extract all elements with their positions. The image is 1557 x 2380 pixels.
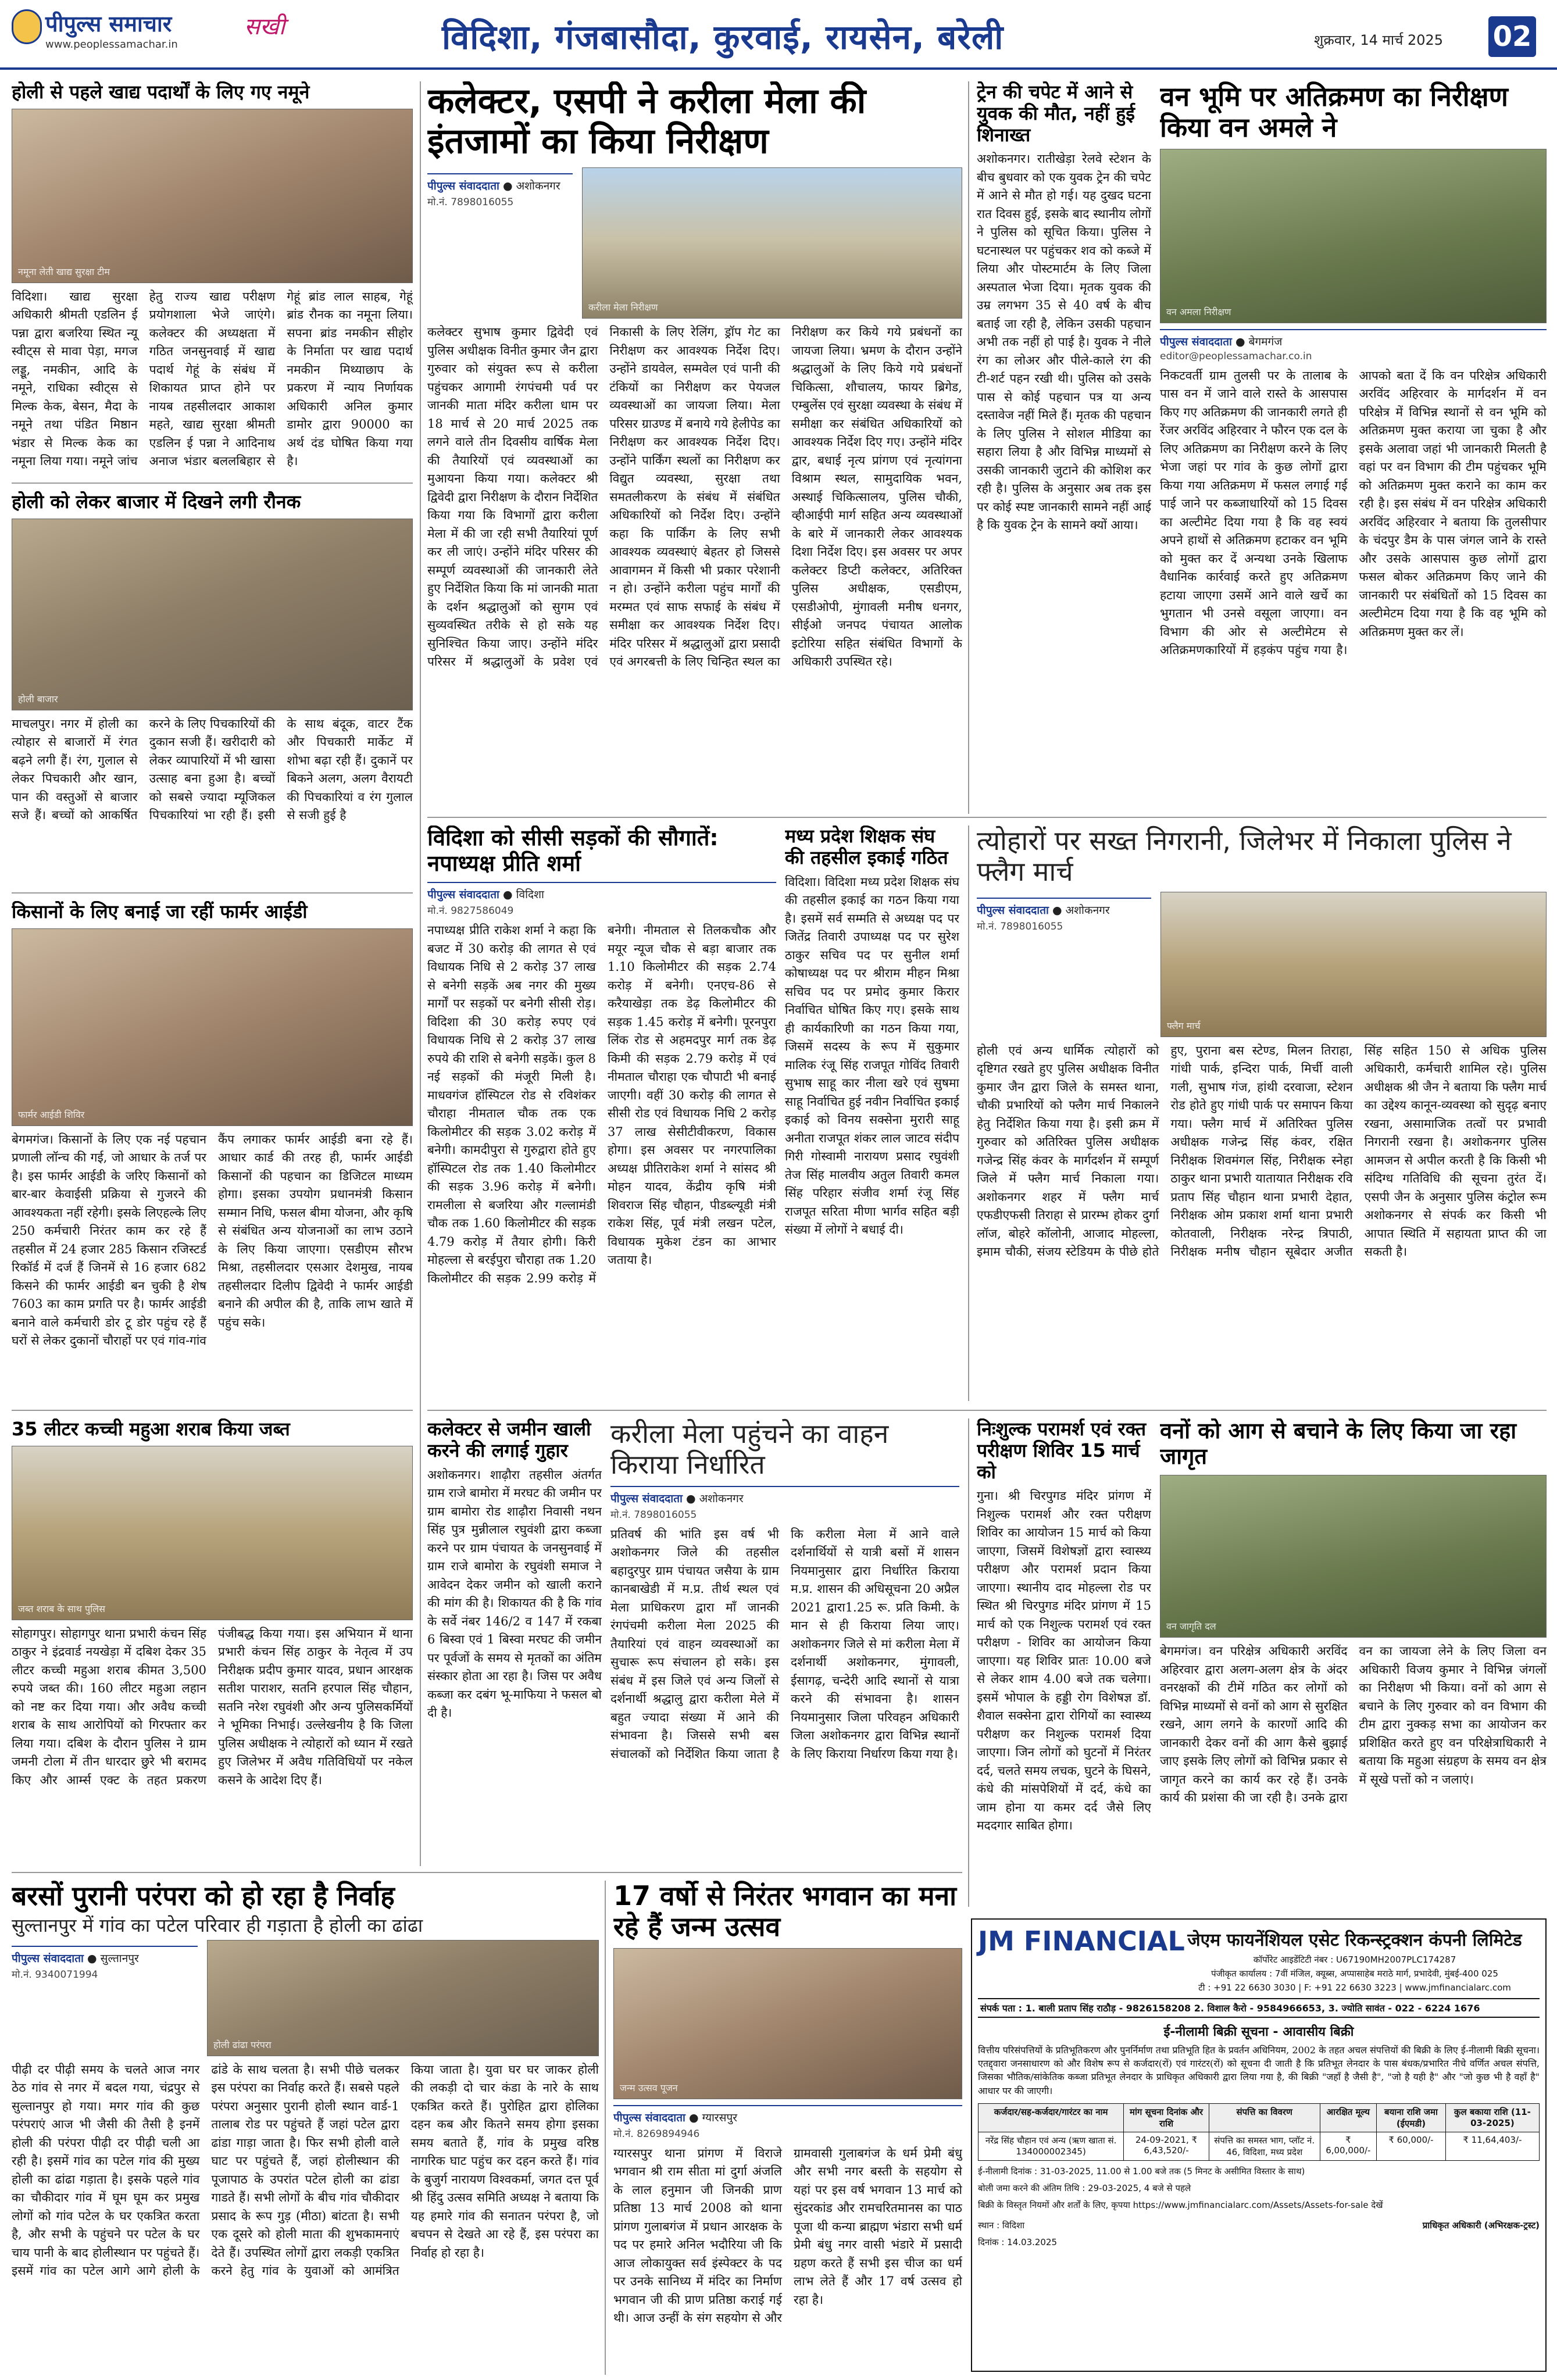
byline-org: पीपुल्स संवाददाता — [613, 2111, 685, 2124]
story-shikshak — [785, 826, 959, 1401]
story-body: बेगमगंज। किसानों के लिए एक नई पहचान प्रणाली लॉन्च की गई, जो आधार के तर्ज पर है। इस फार्मर आईडी के जरिए किसानों को बार-बार केवाईसी प्रक्रिया से गुजरने की आवश्यकता नहीं रहेगी। इसके लिएहल्के लिए 250 कर्मचारी निरंतर काम कर रहे हैं तहसील में 24 हजार 285 किसान रजिस्टर्ड रिकॉर्ड में दर्ज हैं जिनमें से 16 हजार 682 किसने की फार्मर आईडी बन चुकी है शेष 7603 का काम प्रगति पर है। फार्मर आईडी बनाने वाले कर्मचारी डोर टू डोर पहुंच रहे हैं घरों से लेकर दुकानों चौराहों पर एवं गांव-गांव कैंप लगाकर फार्मर आईडी बना रहे हैं। आधार कार्ड की तरह ही, फार्मर आईडी किसानों की पहचान का डिजिटल माध्यम होगा। इसका उपयोग प्रधानमंत्री किसान सम्मान निधि, फसल बीमा योजना, और कृषि से संबंधित अन्य योजनाओं का लाभ उठाने के लिए किया जाएगा। एसडीएम सौरभ मिश्रा, तहसीलदार एसआर देशमुख, नायब तहसीलदार दिलीप द्विवेदी ने फार्मर आईडी बनाने की अपील की है, ताकि लाभ खाते में पहुंच सके। — [12, 1132, 413, 1348]
story-vahan — [610, 1418, 959, 1866]
subheadline: सुल्तानपुर में गांव का पटेल परिवार ही गड़ाता है होली का ढांढा — [12, 1914, 423, 1936]
photo-khadya — [12, 109, 413, 283]
photo-van — [1160, 149, 1547, 323]
ad-signatory: प्राधिकृत अधिकारी (अभिरक्षक-ट्रस्ट) — [1422, 2220, 1540, 2231]
story-body: निकटवर्ती ग्राम तुलसी पर के तालाब के पास वन में जाने वाले रास्ते के आसपास किए गए अतिक्रमण की जानकारी लगते ही रेंजर अरविंद अहिरवार ने फौरन एक दल के लिए अतिक्रमण का निरीक्षण करने के लिए भेजा जहां पर गांव के कुछ लोगों द्वारा किया गया अतिक्रमण में फसल लगाई गई पाई जाने पर कब्जाधारियों को 15 दिवस का अल्टीमेट दिया गया है कि वह स्वयं अपने हाथों से अतिक्रमण हटाकर वन भूमि को मुक्त कर दें अन्यथा उनके खिलाफ वैधानिक कार्रवाई करते हुए अतिक्रमण हटाया जाएगा उसमें आने वाले खर्चे का भुगतान भी उनसे वसूला जाएगा। वन विभाग की ओर से अल्टीमेटम से अतिक्रमणकारियों में हड़कंप पहुंच गया है। आपको बता दें कि वन परिक्षेत्र अधिकारी अरविंद अहिरवार के मार्गदर्शन में वन परिक्षेत्र में विभिन्न स्थानों से वन भूमि को अतिक्रमण मुक्त कराया जा चुका है और इसके अलावा जहां भी जानकारी मिलती है वहां पर वन विभाग की टीम पहुंचकर भूमि को अतिक्रमण मुक्त कराने का काम कर रही है। इस संबंध में वन परिक्षेत्र अधिकारी अरविंद अहिरवार ने बताया कि तुलसीपार के चंदपुर डैम के पास जंगल जाने के रास्ते और उसके आसपास कुछ लोगों द्वारा फसल बोकर अतिक्रमण किए जाने की जानकारी पर संबंधितों को 15 दिवस का अल्टीमेटम दिया गया है कि वह भूमि को अतिक्रमण मुक्त कर लें। — [1160, 368, 1547, 657]
photo-caption: फार्मर आईडी शिविर — [18, 1109, 85, 1120]
ad-office: पंजीकृत कार्यालय : 7वीं मंजिल, क्यूब्स, अप्पासाहेब मराठे मार्ग, प्रभादेवी, मुंबई-400 025 — [1211, 1968, 1498, 1979]
story-parampara — [12, 1881, 599, 2375]
byline-org: पीपुल्स संवाददाता — [977, 903, 1049, 917]
story-shivir — [977, 1418, 1151, 1907]
byline-place: ग्यारसपुर — [702, 2111, 738, 2124]
ad-table-header-cell: कर्जदार/सह-कर्जदार/गारंटर का नाम — [979, 2103, 1124, 2132]
mobile-number: मो.नं. 9827586049 — [427, 905, 514, 917]
story-body: विदिशा। खाद्य सुरक्षा अधिकारी श्रीमती एडलिन ई पन्ना द्वारा बजरिया स्थित न्यू स्वीट्स से मावा पेड़ा, मगज लड्डू, नमकीन, आदि के नमूने, राधिका स्वीट्स से मिल्क केक, बेसन, मैदा के नमूने तथा पंडित मिष्ठान भंडार से मिल्क केक का नमूना लिया गया। नमूने जांच हेतु राज्य खाद्य परीक्षण प्रयोगशाला भेजे जाएंगे। कलेक्टर की अध्यक्षता में गठित जनसुनवाई में खाद्य पदार्थ गेहूं के संबंध में शिकायत प्राप्त होने पर नायब तहसीलदार आकाश महते, खाद्य सुरक्षा श्रीमती एडलिन ई पन्ना ने आदिनाथ अनाज भंडार बललबिहार से गेहूं ब्रांड लाल साहब, गेहूं ब्रांड रौनक का नमूना लिया। सपना ब्रांड नमकीन सीहोर के निर्माता पर खाद्य पदार्थ नमकीन मिथ्याछाप के प्रकरण में न्याय निर्णायक अधिकारी अनिल कुमार डामोर द्वारा 90000 का अर्थ दंड घोषित किया गया है। — [12, 289, 413, 469]
headline: कलेक्टर से जमीन खाली करने की लगाई गुहार — [427, 1418, 591, 1461]
column-divider — [968, 826, 969, 1401]
headline: वनों को आग से बचाने के लिए किया जा रहा जागृत — [1160, 1418, 1517, 1469]
byline-org: पीपुल्स संवाददाता — [427, 180, 499, 192]
story-body: पीढ़ी दर पीढ़ी समय के चलते आज नगर ठेठ गांव से नगर में बदल गया, चंद्रपुर से सुल्तानपुर हो गया। मगर गांव की कुछ परंपराएं आज भी जैसी की तैसी है इनमें होली की परंपरा पीढ़ी दर पीढ़ी चली आ रही है। इसमें गांव का पटेल गांव की मुख्य होली का ढांढा गड़ाता है। इसके पहले गांव का चौकीदार गांव में घूम घूम कर प्रमुख लोगों को गांव पटेल के घर एकत्रित करता है, और सभी के पहुंचने पर पटेल के घर चाय पानी के बाद होलीस्थान पर पहुंचते हैं। इसमें गांव का पटेल आगे आगे होली के ढांडे के साथ चलता है। सभी पीछे चलकर इस परंपरा का निर्वाह करते हैं। सबसे पहले परंपरा अनुसार पुरानी होली स्थान वार्ड-1 तालाब रोड पर पहुंचते हैं जहां पटेल द्वारा ढांडा गाड़ा जाता है। फिर सभी होली वाले घाट पर पहुंचते हैं, जहां होलीस्थान की पूजापाठ के उपरांत पटेल होली का ढांडा गाडते हैं। सभी लोगों के बीच गांव चौकीदार प्रसाद के रूप गुड़ (मीठा) बांटता है। सभी एक दूसरे को होली माता की शुभकामनाएं देते हैं। उपस्थित लोगों द्वारा लकड़ी एकत्रित करने हेतु गांव के युवाओं को आमंत्रित किया जाता है। युवा घर घर जाकर होली की लकड़ी दो चार कंडा के नारे के साथ एकत्रित करते हैं। पुरोहित द्वारा होलिका दहन कब और कितने समय होगा इसका समय बताते हैं, गांव के प्रमुख वरिष्ठ नागरिक घाट पहुंच कर दहन करते हैं। गांव के बुजुर्ग नारायण विश्वकर्मा, जगत दत्त पूर्व श्री हिंदु उत्सव समिति अध्यक्ष ने बताया कि यह हमारे गांव की सनातन परंपरा है, जो बचपन से देखते आ रहे हैं, इस परंपरा का निर्वाह हो रहा है। — [12, 2062, 599, 2278]
story-body: होली एवं अन्य धार्मिक त्योहारों को दृष्टिगत रखते हुए पुलिस अधीक्षक विनीत कुमार जैन द्वारा जिले के समस्त थाना, चौकी प्रभारियों को फ्लैग मार्च निकालने हेतु निर्देशित किया गया है। इसी क्रम में गुरुवार को अतिरिक्त पुलिस अधीक्षक गजेन्द्र सिंह कंवर के मार्गदर्शन में सम्पूर्ण जिले में फ्लैग मार्च निकाला गया। अशोकनगर शहर में फ्लैग मार्च एफडीएफसी तिराहा से प्रारम्भ होकर दुर्गा लॉज, बोहरे कॉलोनी, आजाद मोहल्ला, इमाम चौकी, संजय स्टेडियम के पीछे होते हुए, पुराना बस स्टेण्ड, मिलन तिराहा, गांधी पार्क, इन्दिरा पार्क, मिर्ची वाली गली, सुभाष गंज, हांथी दरवाजा, स्टेशन रोड होते हुए गांधी पार्क पर समापन किया गया। फ्लैग मार्च में अतिरिक्त पुलिस अधीक्षक गजेन्द्र सिंह कंवर, रक्षित निरीक्षक शिवमंगल सिंह, निरीक्षक स्नेहा ठाकुर थाना प्रभारी यातायात निरीक्षक रवि प्रताप सिंह चौहान थाना प्रभारी देहात, निरीक्षक ओम प्रकाश शर्मा थाना प्रभारी कोतवाली, निरीक्षक नरेन्द्र त्रिपाठी, निरीक्षक मनीष चौहान सूबेदार अजीत सिंह सहित 150 से अधिक पुलिस अधिकारी, कर्मचारी शामिल रहे। पुलिस अधीक्षक श्री जैन ने बताया कि फ्लैग मार्च का उद्देश्य कानून-व्यवस्था को सुदृढ़ बनाए रखना, असामाजिक तत्वों पर प्रभावी निगरानी रखना है। अशोकनगर पुलिस आमजन से अपील करती है कि किसी भी संदिग्ध गतिविधि की सूचना तुरंत दें। एसपी जैन के अनुसार पुलिस कंट्रोल रूम अशोकनगर से संपर्क कर किसी भी आपात स्थिति में सहायता प्राप्त की जा सकती है। — [977, 1043, 1547, 1259]
website-url: www.peoplessamachar.in — [45, 38, 178, 51]
ad-table-header — [979, 2103, 1540, 2132]
mobile-number: मो.नं. 7898016055 — [977, 920, 1063, 932]
ad-table-cell: नरेंद्र सिंह चौहान एवं अन्य (ऋण खाता सं. 134000002345) — [979, 2132, 1124, 2160]
ad-table-cell: ₹ 6,00,000/- — [1320, 2132, 1377, 2160]
story-body: ग्यारसपुर थाना प्रांगण में विराजे भगवान श्री राम सीता मां दुर्गा अंजलि के लाल हनुमान जी जिनकी प्राण प्रतिष्ठा 13 मार्च 2008 को थाना प्रांगण गुलाबगंज में प्रधान आरक्षक के पद पर हमारे अनिल भदौरिया जी कि आज लोकायुक्त सर्व इंस्पेक्टर के पद पर उनके सानिध्य में मंदिर का निर्माण भगवान जी की प्राण प्रतिष्ठा कराई गई थी। आज उन्हीं के संग सहयोग से और ग्रामवासी गुलाबगंज के धर्म प्रेमी बंधु और सभी नगर बस्ती के सहयोग से यहां पर इस वर्ष भगवान 13 मार्च को सुंदरकांड और रामचरितमानस का पाठ पूजा थी कन्या ब्राह्मण भंडारा सभी धर्म प्रेमी बंधु नगर वासी भंडारे में प्रसादी ग्रहण करते हैं सभी इस चीज का धर्म लाभ लेते हैं और 17 वर्ष उत्सव हो रहा है। — [613, 2146, 962, 2325]
photo-aag — [1160, 1475, 1547, 1638]
photo-collector — [582, 167, 962, 319]
byline-place: सुल्तानपुर — [100, 1952, 139, 1965]
byline: पीपुल्स संवाददाता ● बेगमगंज — [1160, 329, 1547, 349]
headline: बरसों पुरानी परंपरा को हो रहा है निर्वाह — [12, 1881, 395, 1911]
byline: पीपुल्स संवाददाता ● अशोकनगर — [977, 898, 1151, 917]
story-body: माचलपुर। नगर में होली का त्योहार से बाजारों में रंगत बढ़ने लगी हैं। रंग, गुलाल से लेकर पिचकारी और खान, पान की वस्तुओं से बाजार सजे हैं। बच्चों को आकर्षित करने के लिए पिचकारियों की दुकान सजी हैं। खरीदारी को लेकर व्यापारियों में भी खासा उत्साह बना हुआ है। बच्चों को सबसे ज्यादा म्यूजिकल पिचकारियां भा रही हैं। इसी के साथ बंदूक, वाटर टैंक और पिचकारी मार्केट में शोभा बढ़ा रही हैं। दुकानें पर बिकने अलग, अलग वैरायटी की पिचकारियां व रंग गुलाल से सजी हुई है — [12, 716, 413, 823]
supplement-name: सखी — [244, 13, 285, 40]
ad-date: दिनांक : 14.03.2025 — [978, 2236, 1058, 2247]
photo-mahua — [12, 1446, 413, 1620]
headline: त्योहारों पर सख्त निगरानी, जिलेभर में निकाला पुलिस ने फ्लैग मार्च — [977, 826, 1512, 887]
story-train — [977, 81, 1151, 814]
photo-bhagwan — [613, 1948, 962, 2099]
story-collector — [427, 81, 962, 808]
byline-place: अशोकनगर — [516, 180, 560, 192]
photo-caption: करीला मेला निरीक्षण — [588, 302, 658, 313]
mobile-number: मो.नं. 7898016055 — [610, 1509, 697, 1521]
photo-parampara — [207, 1940, 599, 2056]
byline-place: विदिशा — [516, 888, 544, 902]
ad-table-header-cell: संपत्ति का विवरण — [1209, 2103, 1320, 2132]
table-row — [979, 2132, 1540, 2160]
headline: किसानों के लिए बनाई जा रहीं फार्मर आईडी — [12, 901, 308, 923]
ad-table-header-cell: मांग सूचना दिनांक और राशि — [1124, 2103, 1209, 2132]
section-title: विदिशा, गंजबासौदा, कुरवाई, रायसेन, बरेली — [442, 17, 1004, 57]
masthead — [0, 0, 1557, 70]
byline: पीपुल्स संवाददाता ● ग्यारसपुर — [613, 2105, 962, 2125]
story-van — [1160, 81, 1547, 814]
ad-table — [978, 2103, 1540, 2161]
headline: 17 वर्षो से निरंतर भगवान का मना रहे हैं जन्म उत्सव — [613, 1881, 957, 1942]
photo-caption: फ्लैग मार्च — [1167, 1020, 1201, 1031]
photo-caption: वन अमला निरीक्षण — [1166, 306, 1231, 317]
ad-table-cell: संपत्ति का समस्त भाग, प्लॉट नं. 46, विदिशा, मध्य प्रदेश — [1209, 2132, 1320, 2160]
ad-table-header-cell: आरक्षित मूल्य — [1320, 2103, 1377, 2132]
story-body: प्रतिवर्ष की भांति इस वर्ष भी अशोकनगर जिले की तहसील बहादुरपुर ग्राम पंचायत जसैया के ग्राम कानबाखेडी में म.प्र. तीर्थ स्थल एवं मेला प्राधिकरण द्वारा माँ जानकी रंगपंचमी करीला मेला 2025 की तैयारियां एवं वाहन व्यवस्थाओं का सुचारू रूप संचालन हो सके। इस संबंध में इस जिले एवं अन्य जिलों से दर्शनार्थी श्रद्धालु द्वारा करीला मेले में बहुत ज्यादा संख्या में आने की संभावना है। जिससे सभी बस संचालकों को निर्देशित किया जाता है कि करीला मेला में आने वाले दर्शनार्थियों से यात्री बसों में शासन नियमानुसार द्वारा निर्धारित किराया म.प्र. शासन की अधिसूचना 20 अप्रैल 2021 द्वारा1.25 रू. प्रति किमी. के मान से ही किराया लिया जाए। अशोकनगर जिले से मां करीला मेला में दर्शनार्थी अशोकनगर, मुंगावली, ईसागढ़, चन्देरी आदि स्थानों से यात्रा करने की संभावना है। शासन नियमानुसार जिला परिवहन अधिकारी जिला अशोकनगर द्वारा विभिन्न स्थानों के लिए किराया निर्धारण किया गया है। — [610, 1527, 959, 1761]
story-body: कलेक्टर सुभाष कुमार द्विवेदी एवं पुलिस अधीक्षक विनीत कुमार जैन द्वारा गुरुवार को संयुक्त रूप से करीला पहुंचकर आगामी रंगपंचमी पर्व पर जानकी माता मंदिर करीला धाम पर 18 मार्च से 20 मार्च 2025 तक लगने वाले तीन दिवसीय वार्षिक मेला की तैयारियों एवं व्यवस्थाओं का मुआयना किया गया। कलेक्टर श्री द्विवेदी द्वारा निरीक्षण के दौरान निर्देशित किया गया कि विभागों द्वारा करीला मेला में की जा रही सभी तैयारियां पूर्ण कर ली जाएं। उन्होंने मंदिर परिसर की सम्पूर्ण व्यवस्थाओं की जानकारी लेते हुए निर्देशित किया कि मां जानकी माता के दर्शन श्रद्धालुओं को सुगम एवं सुव्यवस्थित तरीके से हो सके यह सुनिश्चित किया जाए। उन्होंने मंदिर परिसर में श्रद्धालुओं के प्रवेश एवं निकासी के लिए रेलिंग, ड्रॉप गेट का निरीक्षण कर आवश्यक निर्देश दिए। उन्होंने डायवेल, सम्मवेल एवं पानी की टंकियों का निरीक्षण कर पेयजल व्यवस्थाओं का जायजा लिया। मेला परिसर ग्राउण्ड में बनाये गये हेलीपेड का निरीक्षण कर आवश्यक निर्देश दिए। उन्होंने पार्किंग स्थलों का निरीक्षण कर विद्युत व्यवस्था, सुरक्षा तथा समतलीकरण के संबंध में संबंधित अधिकारियों को निर्देश दिए। उन्होंने कहा कि पार्किंग के लिए सभी आवश्यक व्यवस्थाएं बेहतर हो जिससे आवागमन में किसी भी प्रकार परेशानी न हो। उन्होंने करीला पहुंच मार्गों की मरम्मत एवं साफ सफाई के संबंध में समीक्षा कर आवश्यक निर्देश दिए। मंदिर परिसर में श्रद्धालुओं द्वारा प्रसादी एवं अगरबत्ती के लिए चिन्हित स्थल का निरीक्षण कर किये गये प्रबंधनों का जायजा लिया। भ्रमण के दौरान उन्होंने श्रद्धालुओं के लिए किये गये प्रबंधनों चिकित्सा, शौचालय, फायर ब्रिगेड, एम्बुलेंस एवं सुरक्षा व्यवस्था के संबंध में समीक्षा कर संबंधित अधिकारियों को आवश्यक निर्देश दिए गए। उन्होंने मंदिर द्वार, बधाई नृत्य प्रांगण एवं नृत्यांगना विश्राम स्थल, सामुदायिक भवन, अस्थाई चिकित्सालय, पुलिस चौकी, व्हीआईपी मार्ग सहित अन्य व्यवस्थाओं के बारे में जानकारी लेकर आवश्यक दिशा निर्देश दिए। इस अवसर पर अपर कलेक्टर डिप्टी कलेक्टर, अतिरिक्त पुलिस अधीक्षक, एसडीएम, एसडीओपी, मुंगावली मनीष धनगर, सीईओ जनपद पंचायत आलोक इटोरिया सहित संबंधित विभागों के अधिकारी उपस्थित रहे। — [427, 325, 962, 669]
mobile-number: मो.नं. 8269894946 — [613, 2128, 700, 2140]
column-divider — [968, 81, 969, 814]
ad-notice: वित्तीय परिसंपत्तियों के प्रतिभूतिकरण और पुनर्निर्माण तथा प्रतिभूति हित के प्रवर्तन अधिनियम, 2002 के तहत अचल संपत्तियों की बिक्री के लिए ई-नीलामी बिक्री सूचना। एतद्द्वारा जनसाधारण को और विशेष रूप से कर्जदार(रों) एवं गारंटर(रों) को सूचना दी जाती है कि प्रतिभूत लेनदार के पास बंधक/प्रभारित नीचे वर्णित अचल संपत्ति, जिसका भौतिक/सांकेतिक कब्जा प्रतिभूत लेनदार के प्राधिकृत अधिकारी द्वारा लिया गया है, की बिक्री "जहाँ है जैसी है", "जो है यही है" और "जो कुछ भी है वहाँ है" आधार पर की जाएगी। — [978, 2045, 1540, 2096]
headline: निःशुल्क परामर्श एवं रक्त परीक्षण शिविर 15 मार्च को — [977, 1418, 1147, 1483]
ad-terms-link[interactable]: बिक्री के विस्तृत नियमों और शर्तों के लिए, कृपया https://www.jmfinancialarc.com/Assets/Assets-for-sale देखें — [978, 2199, 1383, 2210]
story-body: सोहागपुर। सोहागपुर थाना प्रभारी कंचन सिंह ठाकुर ने इंद्रवार्ड नयखेड़ा में दबिश देकर 35 लीटर कच्ची महुआ शराब कीमत 3,500 रुपये जब्त की। 160 लीटर महुआ लहान को नष्ट कर दिया गया। और अवैध कच्ची शराब के साथ आरोपियों को गिरफ्तार कर लिया गया। दबिश के दौरान पुलिस ने ग्राम जमनी टोला में तीन धारदार छुरे भी बरामद किए और आर्म्स एक्ट के तहत प्रकरण पंजीबद्ध किया गया। इस अभियान में थाना प्रभारी कंचन सिंह ठाकुर के नेतृत्व में उप निरीक्षक प्रदीप कुमार यादव, प्रधान आरक्षक सतीश पाराशर, सतनि हरपाल सिंह चौहान, सतनि नरेश रघुवंशी और अन्य पुलिसकर्मियों ने भूमिका निभाई। उल्लेखनीय है कि जिला पुलिस अधीक्षक ने त्योहारों को ध्यान में रखते हुए जिलेभर में अवैध गतिविधियों पर नकेल कसने के आदेश दिए हैं। — [12, 1626, 413, 1787]
column-divider — [420, 81, 421, 1866]
issue-date: शुक्रवार, 14 मार्च 2025 — [1314, 32, 1444, 48]
headline: मध्य प्रदेश शिक्षक संघ की तहसील इकाई गठित — [785, 826, 948, 869]
headline: 35 लीटर कच्ची महुआ शराब किया जब्त — [12, 1418, 290, 1440]
story-bazar — [12, 491, 413, 887]
jm-financial-logo: JM FINANCIAL — [978, 1925, 1185, 1957]
ad-table-header-cell: कुल बकाया राशि (11-03-2025) — [1445, 2103, 1539, 2132]
headline: होली को लेकर बाजार में दिखने लगी रौनक — [12, 491, 301, 513]
story-khadya — [12, 81, 413, 477]
headline: कलेक्टर, एसपी ने करीला मेला की इंतजामों का किया निरीक्षण — [427, 81, 866, 162]
ad-phones: टी : +91 22 6630 3030 | F: +91 22 6630 3223 | www.jmfinancialarc.com — [1198, 1982, 1511, 1993]
brand-name: पीपुल्स समाचार — [45, 11, 172, 37]
ad-heading: ई-नीलामी बिक्री सूचना - आवासीय बिक्री — [1163, 2025, 1354, 2039]
ad-table-cell: ₹ 60,000/- — [1377, 2132, 1446, 2160]
ad-auction-date: ई-नीलामी दिनांक : 31-03-2025, 11.00 से 1.00 बजे तक (5 मिनट के असीमित विस्तार के साथ) — [978, 2165, 1305, 2177]
photo-caption: जब्त शराब के साथ पुलिस — [18, 1603, 105, 1614]
byline: पीपुल्स संवाददाता ● विदिशा — [427, 882, 776, 902]
photo-caption: होली बाजार — [18, 693, 58, 705]
story-bhagwan — [613, 1881, 962, 2375]
byline: पीपुल्स संवाददाता ● अशोकनगर — [427, 173, 573, 193]
column-divider — [605, 1881, 606, 2375]
story-body: विदिशा। विदिशा मध्य प्रदेश शिक्षक संघ की तहसील इकाई का गठन किया गया है। इसमें सर्व सम्मति से अध्यक्ष पद पर जितेंद्र तिवारी उपाध्यक्ष पद पर सुरेश ठाकुर सचिव पद पर सुनील शर्मा कोषाध्यक्ष पद पर श्रीराम मीहन मिश्रा सचिव पद पर प्रमोद कुमार किरार निर्वाचित घोषित किए गए। इसके साथ ही कार्यकारिणी का गठन किया गया, जिसमें सदस्य के रूप में सुकुमार मालिक रंजू सिंह राजपूत गोविंद तिवारी सुभाष साहू कार नीला खरे एवं सुषमा साहू निर्वाचित हुई नवीन निर्वाचित इकाई इकाई को विनय सक्सेना मुरारी साहू अनीता राजपूत शंकर लाल जाटव संदीप गिरी गोस्वामी नारायण प्रसाद रघुवंशी तेज सिंह मालवीय अतुल तिवारी कमल सिंह परिहार संजीव शर्मा रंजू सिंह राजपूत सरिता मीणा भार्गव सहित बड़ी संख्या में लोगों ने बधाई दी। — [785, 874, 959, 1237]
byline-place: बेगमगंज — [1248, 335, 1283, 348]
photo-flag — [1160, 892, 1547, 1037]
photo-caption: वन जागृति दल — [1166, 1621, 1216, 1632]
story-flag — [977, 826, 1547, 1401]
column-divider — [968, 1418, 969, 1907]
story-aag — [1160, 1418, 1547, 1907]
ad-place: स्थान : विदिशा — [978, 2220, 1025, 2231]
divider — [12, 483, 413, 484]
page-number: 02 — [1488, 16, 1536, 57]
story-body: अशोकनगर। रातीखेड़ा रेलवे स्टेशन के बीच बुधवार को एक युवक ट्रेन की चपेट में आने से मौत हो गई। यह दुखद घटना रात दिवस हुई, इसके बाद स्थानीय लोगों ने पुलिस को सूचित किया। पुलिस ने घटनास्थल पर पहुंचकर शव को कब्जे में लिया और पोस्टमार्टम के लिए जिला अस्पताल भेजा दिया। मृतक युवक की उम्र लगभग 35 से 40 वर्ष के बीच बताई जा रही है, लेकिन उसकी पहचान अभी तक नहीं हो पाई है। युवक ने नीले रंग का लोअर और पीले-काले रंग की टी-शर्ट पहन रखी थी। पुलिस को उसके पास से कोई पहचान पत्र या अन्य दस्तावेज नहीं मिले हैं। मृतक की पहचान के लिए पुलिस ने सोशल मीडिया का सहारा लिया है और विभिन्न माध्यमों से उसकी जानकारी जुटाने की कोशिश कर रही है। पुलिस के अनुसार अब तक इस पर कोई स्पष्ट जानकारी सामने नहीं आई है कि युवक ट्रेन के सामने क्यों आया। — [977, 152, 1151, 533]
photo-bazar — [12, 519, 413, 710]
story-farmer — [12, 901, 413, 1401]
editor-email[interactable]: editor@peoplessamachar.co.in — [1160, 350, 1312, 362]
headline: करीला मेला पहुंचने का वाहन किराया निर्धारित — [610, 1418, 889, 1480]
photo-caption: होली ढांढा परंपरा — [213, 2039, 272, 2050]
divider — [12, 1872, 962, 1873]
byline-place: अशोकनगर — [699, 1492, 744, 1505]
story-body: अशोकनगर। शाढ़ौरा तहसील अंतर्गत ग्राम राजे बामोरा में मरघट की जमीन पर ग्राम बामोरा रोड शाढ़ौरा निवासी नथन सिंह पुत्र मुन्नीलाल रघुवंशी द्वारा कब्जा करने पर ग्राम पंचायत के जनसुनवाई में ग्राम राजे बामोरा के रघुवंशी समाज ने आवेदन देकर जमीन को खाली कराने की मांग की है। शिकायत की है कि गांव के सर्वे नंबर 146/2 व 147 में रकबा 6 बिस्वा एवं 1 बिस्वा मरघट की जमीन पर पूर्वजों के समय से मृतकों का अंतिम संस्कार होता आ रहा है। जिस पर अवैध कब्जा कर दबंग भू-माफिया ने फसल बो दी है। — [427, 1467, 602, 1720]
story-body: बेगमगंज। वन परिक्षेत्र अधिकारी अरविंद अहिरवार द्वारा अलग-अलग क्षेत्र के अंदर वनरक्षकों की टीमें गठित कर लोगों को विभिन्न माध्यमों से वनों को आग से सुरक्षित रखने, आग लगने के कारणों आदि की जानकारी देकर वनों की आग कैसे बुझाई जाए इसके लिए लोगों को विभिन्न प्रकार से जागृत करने का कार्य कर रहे हैं। उनके कार्य की प्रशंसा की जा रही है। उनके द्वारा वन का जायजा लेने के लिए जिला वन अधिकारी विजय कुमार ने विभिन्न जंगलों का निरीक्षण भी किया। वनों को आग से बचाने के लिए गुरुवार को वन विभाग की टीम द्वारा नुक्कड़ सभा का आयोजन कर प्रशिक्षित करते हुए वन परिक्षेत्राधिकारी ने बताया कि महुआ संग्रहण के समय वन क्षेत्र में सूखे पत्तों को न जलाएं। — [1160, 1644, 1547, 1805]
divider — [12, 1410, 413, 1411]
ad-contact: संपर्क पता : 1. बाली प्रताप सिंह राठौड़ - 9826158208 2. विशाल कैरो - 9584966653, 3. ज्योति सावंत - 022 - 6224 1676 — [978, 1998, 1540, 2018]
logo-icon — [12, 9, 42, 44]
photo-caption: जन्म उत्सव पूजन — [620, 2082, 678, 2093]
story-mahua — [12, 1418, 413, 1866]
auction-notice-ad — [971, 1918, 1547, 2372]
ad-table-header-cell: बयाना राशि जमा (ईएमडी) — [1377, 2103, 1446, 2132]
ad-table-cell: ₹ 11,64,403/- — [1445, 2132, 1539, 2160]
story-body: गुना। श्री चिरपुगड मंदिर प्रांगण में निशुल्क परामर्श और रक्त परीक्षण शिविर का आयोजन 15 मार्च को किया जाएगा, जिसमें विशेषज्ञों द्वारा स्वास्थ्य परीक्षण और परामर्श प्रदान किया जाएगा। स्थानीय दाद मोहल्ला रोड पर स्थित श्री चिरपुगड मंदिर प्रांगण में 15 मार्च को एक निशुल्क परामर्श एवं रक्त परीक्षण - शिविर का आयोजन किया जाएगा। यह शिविर प्रातः 10.00 बजे से लेकर शाम 4.00 बजे तक चलेगा। इसमें भोपाल के हड्डी रोग विशेषज्ञ डॉ. शैवाल सक्सेना द्वारा रोगियों का स्वास्थ्य परीक्षण कर निशुल्क परामर्श दिया जाएगा। जिन लोगों को घुटनों में निरंतर दर्द, चलते समय लचक, घुटने के घिसने, कंधे की मांसपेशियों में दर्द, कंधे का जाम होना या कमर दर्द जैसे लिए मददगार साबित होगा। — [977, 1489, 1151, 1833]
byline-org: पीपुल्स संवाददाता — [427, 888, 499, 902]
byline-org: पीपुल्स संवाददाता — [610, 1492, 683, 1505]
byline: पीपुल्स संवाददाता ● सुल्तानपुर — [12, 1946, 198, 1966]
headline: विदिशा को सीसी सड़कों की सौगातें: नपाध्यक्ष प्रीति शर्मा — [427, 826, 719, 876]
byline-org: पीपुल्स संवाददाता — [12, 1952, 84, 1965]
headline: ट्रेन की चपेट में आने से युवक की मौत, नहीं हुई शिनाख्त — [977, 81, 1135, 146]
ad-table-cell: 24-09-2021, ₹ 6,43,520/- — [1124, 2132, 1209, 2160]
headline: होली से पहले खाद्य पदार्थों के लिए गए नमूने — [12, 81, 310, 103]
story-body: नपाध्यक्ष प्रीति राकेश शर्मा ने कहा कि बजट में 30 करोड़ की लागत से एवं विधायक निधि से 2 करोड़ 37 लाख से बनेगी सड़कें अब नगर की मुख्य मार्गों पर सड़कों पर बनेगी सीसी रोड़। विदिशा की 30 करोड़ रुपए एवं विधायक निधि से 2 करोड़ 37 लाख रुपये की राशि से बनेगी सड़कें। कुल 8 नई सड़कों की मंजूरी मिली है। माधवगंज हॉस्पिटल रोड से रविशंकर चौराहा नीमताल चौक तक एक किलोमीटर की सड़क 3.02 करोड़ में बनेगी। कामदीपुरा से गुरुद्वारा होते हुए हॉस्पिटल रोड तक 1.40 किलोमीटर की सड़क 3.96 करोड़ में बनेगी। रामलीला से बजरिया और गल्लामंडी चौक तक 1.60 किलोमीटर की सड़क 4.79 करोड़ में तैयार होगी। किरी मोहल्ला से बरईपुरा चौराहा तक 1.20 किलोमीटर की सड़क 2.99 करोड़ में बनेगी। नीमताल से तिलकचौक और मयूर न्यूज चौक से बड़ा बाजार तक 1.10 किलोमीटर की सड़क 2.74 करोड़ में बनेगी। एनएच-86 से करैयाखेड़ा तक डेढ़ किलोमीटर की सड़क 1.45 करोड़ में बनेगी। पूरनपुरा लिंक रोड से अहमदपुर मार्ग तक डेढ़ किमी की सड़क 2.79 करोड़ में एवं नीमताल चौराहा एक चौपाटी भी बनाई जाएगी। वहीं 30 करोड़ की लागत से सीसी रोड एवं विधायक निधि 2 करोड़ 37 लाख सेसीटीवीकरण, विकास होगा। इस अवसर पर नगरपालिका अध्यक्ष प्रीतिराकेश शर्मा ने सांसद श्री मोहन यादव, केंद्रीय कृषि मंत्री शिवराज सिंह चौहान, पीडब्ल्यूडी मंत्री राकेश सिंह, पूर्व मंत्री लखन पटेल, विधायक मुकेश टंडन का आभार जताया है। — [427, 923, 776, 1285]
ad-emd-date: बोली जमा करने की अंतिम तिथि : 29-03-2025, 4 बजे से पहले — [978, 2182, 1191, 2193]
story-sadak — [427, 826, 776, 1401]
photo-farmer — [12, 928, 413, 1126]
byline: पीपुल्स संवाददाता ● अशोकनगर — [610, 1486, 959, 1506]
byline-place: अशोकनगर — [1065, 903, 1110, 917]
ad-company: जेएम फायनेंशियल एसेट रिकन्स्ट्रक्शन कंपनी लिमिटेड — [1187, 1930, 1522, 1950]
byline-org: पीपुल्स संवाददाता — [1160, 335, 1232, 348]
headline: वन भूमि पर अतिक्रमण का निरीक्षण किया वन अमले ने — [1160, 81, 1508, 143]
newspaper-logo — [12, 6, 203, 61]
divider — [12, 892, 413, 894]
ad-cin: कॉर्पोरेट आइडेंटिटी नंबर : U67190MH2007PLC174287 — [1253, 1954, 1456, 1965]
photo-caption: नमूना लेती खाद्य सुरक्षा टीम — [18, 266, 110, 277]
story-khali — [427, 1418, 602, 1866]
divider — [427, 817, 1547, 818]
divider — [427, 1410, 1547, 1411]
mobile-number: मो.नं. 7898016055 — [427, 196, 514, 208]
mobile-number: मो.नं. 9340071994 — [12, 1968, 98, 1981]
